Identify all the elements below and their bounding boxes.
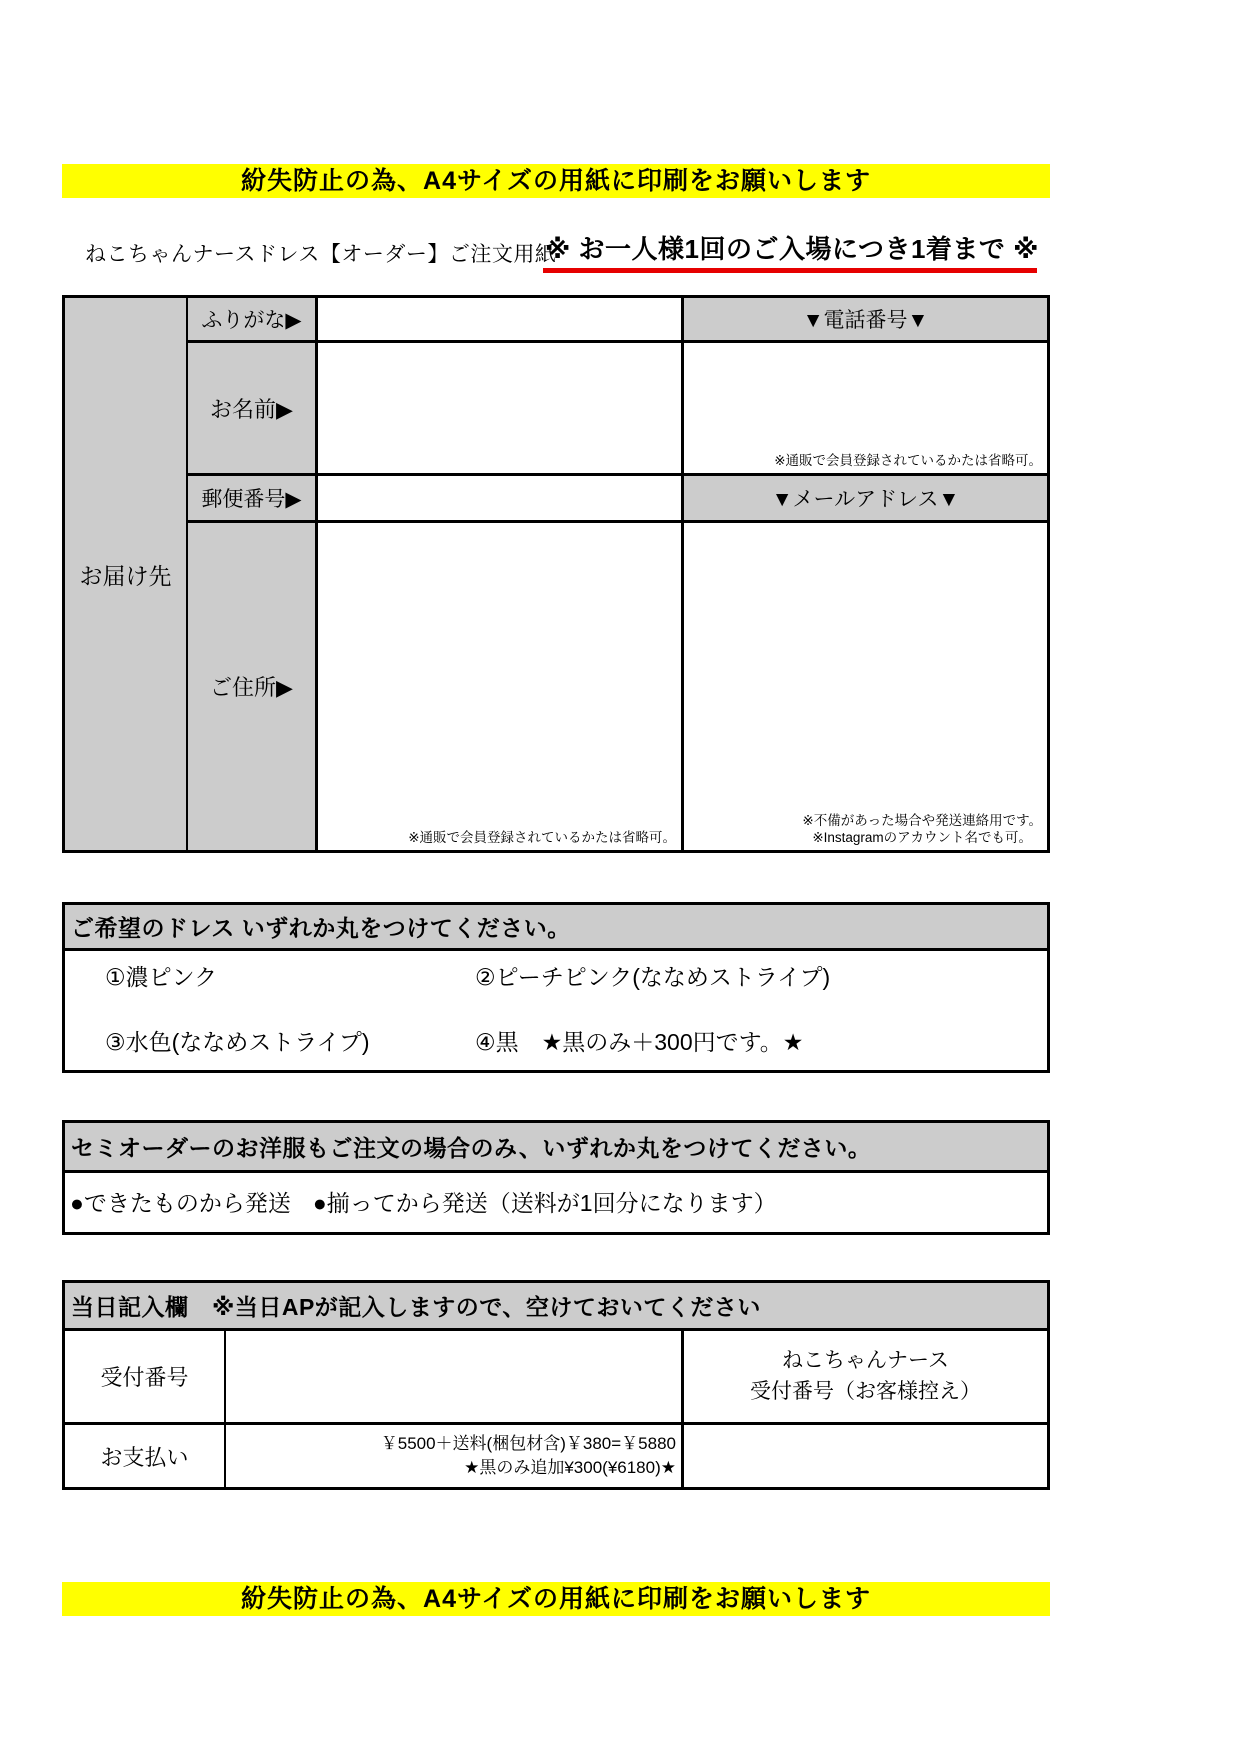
email-input[interactable]	[684, 523, 1047, 850]
semiorder-option-1[interactable]: ●できたものから発送	[70, 1190, 291, 1216]
print-notice-banner-top: 紛失防止の為、A4サイズの用紙に印刷をお願いします	[62, 164, 1050, 198]
email-note-line1: ※不備があった場合や発送連絡用です。	[802, 812, 1042, 828]
postal-input[interactable]	[318, 476, 681, 520]
phone-input[interactable]	[684, 343, 1047, 473]
payment-blank-cell	[684, 1425, 1047, 1487]
print-notice-banner-bottom: 紛失防止の為、A4サイズの用紙に印刷をお願いします	[62, 1582, 1050, 1616]
semiorder-option-2[interactable]: ●揃ってから発送（送料が1回分になります）	[312, 1190, 777, 1216]
phone-header: ▼電話番号▼	[802, 309, 929, 332]
phone-note: ※通販で会員登録されているかたは省略可。	[774, 453, 1042, 469]
sameday-section	[62, 1280, 1050, 1490]
payment-amount	[226, 1425, 681, 1487]
furigana-label: ふりがな▶	[201, 309, 302, 332]
semiorder-section	[62, 1120, 1050, 1235]
email-header: ▼メールアドレス▼	[771, 488, 960, 511]
receipt-number-input[interactable]	[226, 1331, 681, 1422]
email-note-line2: ※Instagramのアカウント名でも可。	[812, 830, 1033, 846]
postal-label: 郵便番号▶	[201, 488, 302, 511]
limit-notice-underline	[543, 268, 1037, 273]
payment-line2: ★黒のみ追加¥300(¥6180)★	[464, 1458, 676, 1477]
semiorder-options	[70, 1185, 777, 1218]
furigana-input[interactable]	[318, 298, 681, 340]
name-label: お名前▶	[210, 396, 293, 422]
name-input[interactable]	[318, 343, 681, 473]
receipt-number-label: 受付番号	[100, 1365, 189, 1390]
form-title: ねこちゃんナースドレス【オーダー】ご注文用紙	[85, 243, 557, 266]
address-input[interactable]	[318, 523, 681, 850]
payment-label: お支払い	[100, 1444, 189, 1470]
dress-option-4[interactable]: ④黒 ★黒のみ＋300円です。★	[475, 1029, 804, 1055]
payment-line1: ￥5500＋送料(梱包材含)￥380=￥5880	[380, 1434, 676, 1454]
dress-option-2[interactable]: ②ピーチピンク(ななめストライプ)	[475, 964, 831, 990]
address-note: ※通販で会員登録されているかたは省略可。	[408, 830, 676, 846]
address-label: ご住所▶	[210, 675, 293, 700]
email-note	[802, 812, 1042, 847]
sameday-section-header: 当日記入欄 ※当日APが記入しますので、空けておいてください	[65, 1283, 1047, 1328]
table-divider	[681, 298, 684, 850]
receipt-copy-note	[684, 1331, 1047, 1422]
receipt-copy-line1: ねこちゃんナース	[782, 1349, 949, 1373]
delivery-table	[62, 295, 1050, 853]
dress-selection-section	[62, 902, 1050, 1073]
receipt-copy-line2: 受付番号（お客様控え）	[750, 1379, 981, 1403]
table-divider	[65, 1170, 1047, 1173]
table-divider	[186, 520, 1047, 523]
dress-section-header: ご希望のドレス いずれか丸をつけてください。	[65, 905, 1047, 948]
table-divider	[65, 948, 1047, 951]
table-divider	[315, 298, 318, 850]
dress-option-3[interactable]: ③水色(ななめストライプ)	[105, 1029, 370, 1055]
dress-option-1[interactable]: ①濃ピンク	[105, 964, 218, 990]
limit-notice: ※ お一人様1回のご入場につき1着まで ※	[545, 234, 1039, 264]
semiorder-section-header: セミオーダーのお洋服もご注文の場合のみ、いずれか丸をつけてください。	[65, 1123, 1047, 1170]
delivery-section-label: お届け先	[79, 562, 172, 589]
table-divider	[186, 340, 1047, 343]
